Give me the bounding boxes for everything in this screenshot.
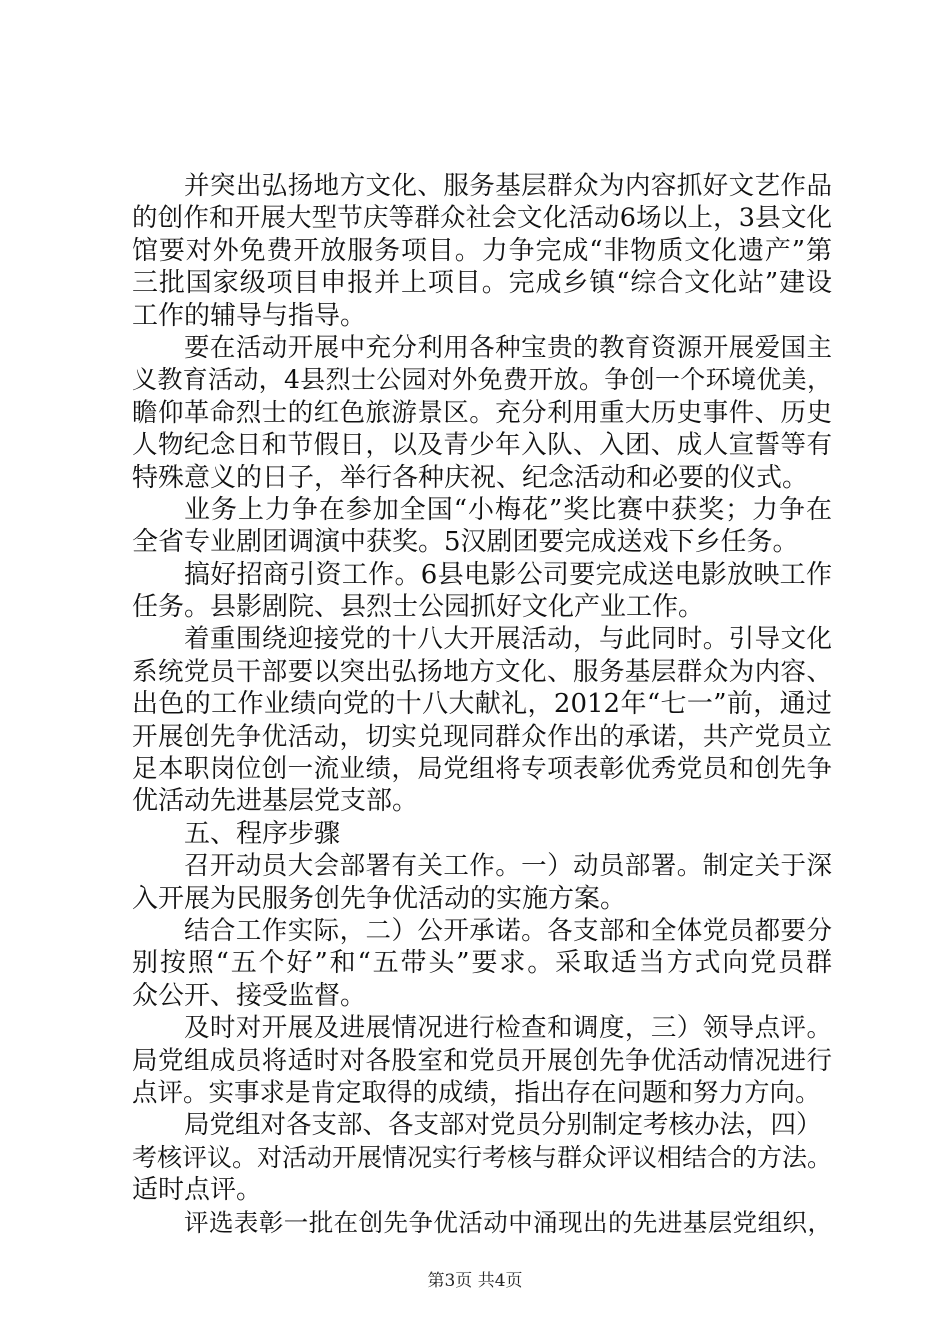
- text-line: 三批国家级项目申报并上项目。完成乡镇“综合文化站”建设: [132, 268, 832, 299]
- text-line: 特殊意义的日子，举行各种庆祝、纪念活动和必要的仪式。: [132, 462, 809, 493]
- text-line: 义教育活动，4县烈士公园对外免费开放。争创一个环境优美，: [132, 365, 832, 395]
- text-line: 评选表彰一批在创先争优活动中涌现出的先进基层党组织，: [184, 1207, 832, 1237]
- text-line: 馆要对外免费开放服务项目。力争完成“非物质文化遗产”第: [132, 235, 832, 266]
- text-line: 适时点评。: [132, 1175, 263, 1206]
- text-line: 入开展为民服务创先争优活动的实施方案。: [132, 883, 627, 914]
- text-line: 并突出弘扬地方文化、服务基层群众为内容抓好文艺作品: [184, 171, 832, 201]
- text-line: 瞻仰革命烈士的红色旅游景区。充分利用重大历史事件、历史: [132, 397, 832, 428]
- text-line: 任务。县影剧院、县烈士公园抓好文化产业工作。: [132, 592, 705, 623]
- text-line: 搞好招商引资工作。6县电影公司要完成送电影放映工作: [184, 559, 832, 590]
- text-line: 全省专业剧团调演中获奖。5汉剧团要完成送戏下乡任务。: [132, 527, 799, 558]
- text-line: 局党组对各支部、各支部对党员分别制定考核办法，四）: [184, 1110, 822, 1141]
- text-line: 开展创先争优活动，切实兑现同群众作出的承诺，共产党员立: [132, 721, 832, 752]
- text-line: 业务上力争在参加全国“小梅花”奖比赛中获奖；力争在: [184, 494, 832, 525]
- text-line: 考核评议。对活动开展情况实行考核与群众评议相结合的方法。: [132, 1142, 833, 1172]
- text-line: 点评。实事求是肯定取得的成绩，指出存在问题和努力方向。: [132, 1077, 821, 1108]
- text-line: 的创作和开展大型节庆等群众社会文化活动6场以上，3县文化: [132, 203, 832, 234]
- text-line: 出色的工作业绩向党的十八大献礼，2012年“七一”前，通过: [132, 689, 832, 720]
- text-line: 工作的辅导与指导。: [132, 300, 367, 331]
- text-line: 足本职岗位创一流业绩，局党组将专项表彰优秀党员和创先争: [132, 754, 832, 785]
- text-line: 召开动员大会部署有关工作。一）动员部署。制定关于深: [184, 851, 832, 882]
- text-line: 着重围绕迎接党的十八大开展活动，与此同时。引导文化: [184, 624, 832, 655]
- document-body: [132, 170, 832, 1239]
- text-line: 及时对开展及进展情况进行检查和调度，三）领导点评。: [184, 1013, 832, 1044]
- text-line: 众公开、接受监督。: [132, 980, 367, 1011]
- text-line: 人物纪念日和节假日，以及青少年入队、入团、成人宣誓等有: [132, 430, 832, 461]
- text-line: 系统党员干部要以突出弘扬地方文化、服务基层群众为内容、: [132, 656, 832, 687]
- page-footer: 第3页 共4页: [427, 1271, 523, 1291]
- text-line: 五、程序步骤: [184, 818, 341, 849]
- text-line: 局党组成员将适时对各股室和党员开展创先争优活动情况进行: [132, 1045, 832, 1076]
- text-line: 优活动先进基层党支部。: [132, 786, 419, 817]
- text-line: 要在活动开展中充分利用各种宝贵的教育资源开展爱国主: [184, 332, 832, 363]
- text-line: 别按照“五个好”和“五带头”要求。采取适当方式向党员群: [132, 948, 832, 979]
- text-line: 结合工作实际，二）公开承诺。各支部和全体党员都要分: [184, 915, 832, 946]
